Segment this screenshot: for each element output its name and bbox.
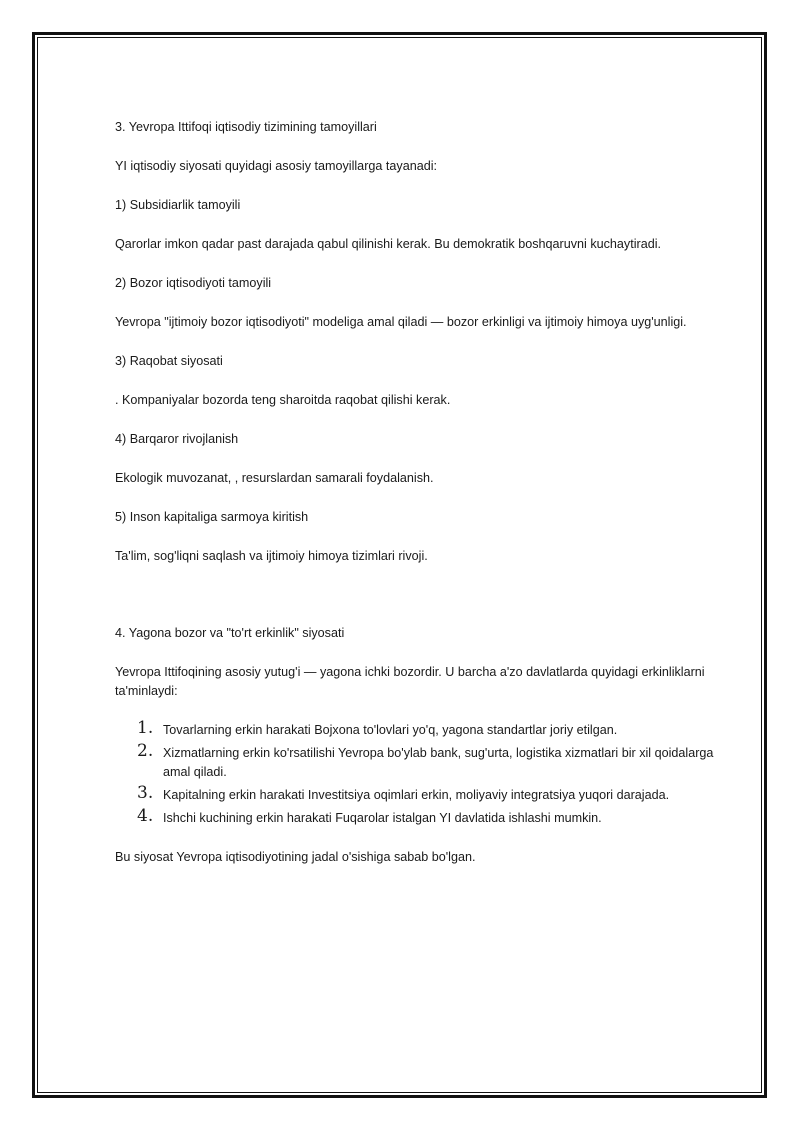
principle-4-text: Ekologik muvozanat, , resurslardan samarali foydalanish. <box>115 471 434 485</box>
document-body <box>115 118 755 887</box>
list-item-text: Tovarlarning erkin harakati Bojxona to'lovlari yo'q, yagona standartlar joriy etilgan. <box>163 723 618 737</box>
section-spacer <box>115 586 755 624</box>
principle-5-title: 5) Inson kapitaliga sarmoya kiritish <box>115 510 309 524</box>
principle-2-title: 2) Bozor iqtisodiyoti tamoyili <box>115 276 272 290</box>
principle-5-text: Ta'lim, sog'liqni saqlash va ijtimoiy himoya tizimlari rivoji. <box>115 549 428 563</box>
principle-2-text: Yevropa "ijtimoiy bozor iqtisodiyoti" modeliga amal qiladi — bozor erkinligi va ijtimoiy himoya uyg'unligi. <box>115 315 687 329</box>
freedoms-list <box>115 718 755 828</box>
list-number: 4. <box>137 806 154 826</box>
principle-3-title: 3) Raqobat siyosati <box>115 354 223 368</box>
section-4-heading: 4. Yagona bozor va "to'rt erkinlik" siyosati <box>115 626 345 640</box>
principle-3-text: . Kompaniyalar bozorda teng sharoitda raqobat qilishi kerak. <box>115 393 451 407</box>
principle-4-title: 4) Barqaror rivojlanish <box>115 432 239 446</box>
list-item <box>115 741 733 782</box>
list-item-text: Ishchi kuchining erkin harakati Fuqarolar istalgan YI davlatida ishlashi mumkin. <box>163 811 602 825</box>
section-4-intro: Yevropa Ittifoqining asosiy yutug'i — yagona ichki bozordir. U barcha a'zo davlatlarda quyidagi erkinliklarni ta'minlaydi: <box>115 665 705 698</box>
list-item <box>115 718 733 740</box>
list-item <box>115 783 733 805</box>
section-3-intro: YI iqtisodiy siyosati quyidagi asosiy tamoyillarga tayanadi: <box>115 159 438 173</box>
list-item <box>115 806 733 828</box>
list-number: 3. <box>137 783 154 803</box>
section-3-heading: 3. Yevropa Ittifoqi iqtisodiy tizimining tamoyillari <box>115 120 377 134</box>
list-item-text: Xizmatlarning erkin ko'rsatilishi Yevropa bo'ylab bank, sug'urta, logistika xizmatlari bir xil qoidalarga amal qiladi. <box>163 746 714 779</box>
principle-1-text: Qarorlar imkon qadar past darajada qabul qilinishi kerak. Bu demokratik boshqaruvni kuchaytiradi. <box>115 237 662 251</box>
principle-1-title: 1) Subsidiarlik tamoyili <box>115 198 241 212</box>
list-number: 1. <box>137 718 154 738</box>
list-number: 2. <box>137 741 154 761</box>
list-item-text: Kapitalning erkin harakati Investitsiya oqimlari erkin, moliyaviy integratsiya yuqori darajada. <box>163 788 670 802</box>
section-4-conclusion: Bu siyosat Yevropa iqtisodiyotining jadal o'sishiga sabab bo'lgan. <box>115 850 476 864</box>
